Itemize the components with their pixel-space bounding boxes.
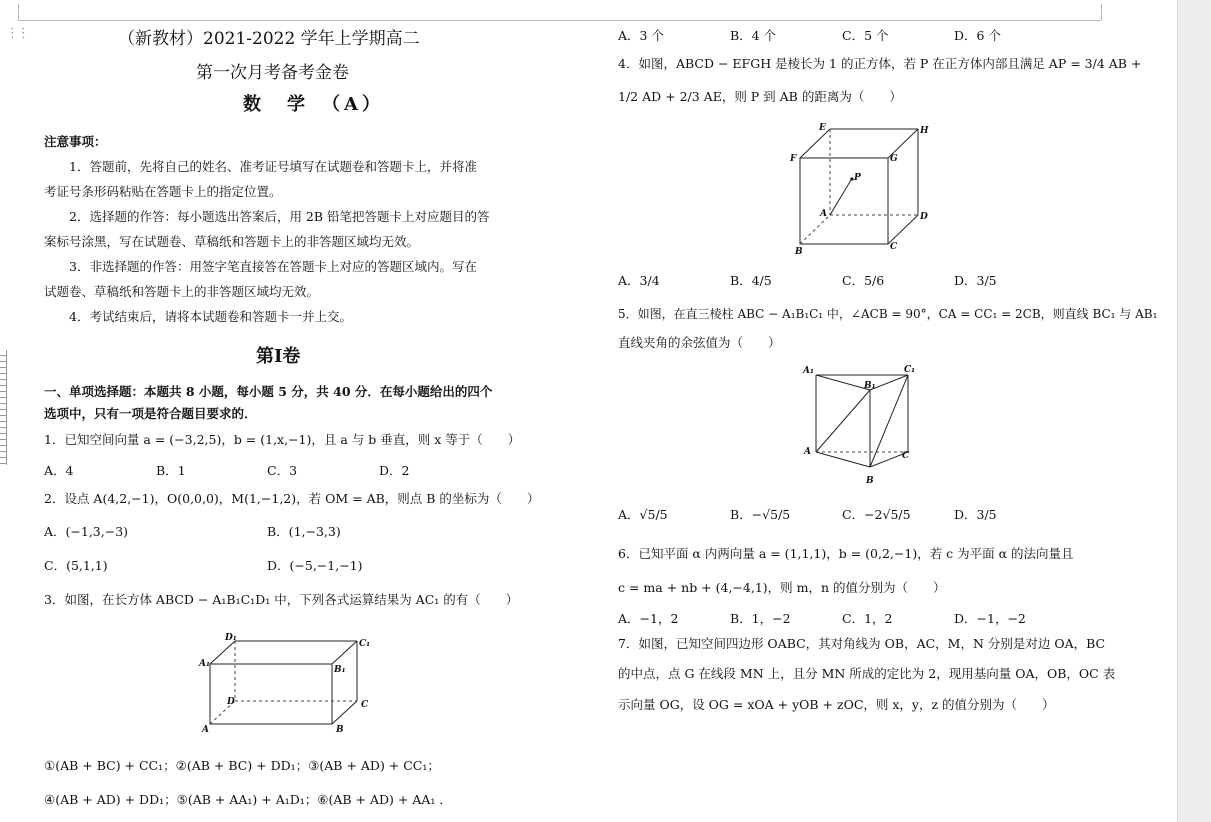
vertical-ruler <box>0 350 7 465</box>
drag-handle-icon[interactable]: ⋮⋮ <box>6 26 28 41</box>
q6-stem-2: c = ma + nb + (4,−4,1)，则 m，n 的值分别为（ ） <box>618 580 946 595</box>
q6-option-c: C．1，2 <box>842 611 893 626</box>
edge-a1-b1 <box>816 375 870 390</box>
edge-b-c <box>332 701 357 724</box>
q4-label-a: A <box>820 209 827 219</box>
q3-label-c: C <box>361 700 369 710</box>
segment-a-b1 <box>816 390 870 452</box>
q6-stem-1: 6．已知平面 α 内两向量 a = (1,1,1)，b = (0,2,−1)，若 c 为平面 α 的法向量且 <box>618 546 1074 561</box>
q3-stem: 3．如图，在长方体 ABCD − A₁B₁C₁D₁ 中，下列各式运算结果为 AC₁ 的有（ ） <box>44 592 519 607</box>
q1-option-d: D．2 <box>379 463 410 478</box>
scrollbar-track[interactable] <box>1177 0 1211 822</box>
q7-line-2: 的中点，点 G 在线段 MN 上，且分 MN 所成的定比为 2，现用基向量 OA，OB，OC 表 <box>618 666 1116 681</box>
q5-stem-1: 5．如图，在直三棱柱 ABC − A₁B₁C₁ 中，∠ACB = 90°，CA = CC₁ = 2CB，则直线 BC₁ 与 AB₁ <box>618 307 1158 321</box>
q4-cube-figure <box>785 120 935 260</box>
q1-stem: 1．已知空间向量 a = (−3,2,5)，b = (1,x,−1)，且 a 与 b 垂直，则 x 等于（ ） <box>44 432 521 447</box>
q6-option-a: A．−1，2 <box>618 611 679 626</box>
q3-label-c1: C₁ <box>359 639 371 649</box>
q3-expressions-1: ①(AB + BC) + CC₁；②(AB + BC) + DD₁；③(AB + AD) + CC₁； <box>44 758 440 773</box>
q4-term-1: 3/4 AB + <box>1084 56 1142 71</box>
doc-title-line2: 第一次月考备考金卷 <box>196 63 349 83</box>
q5-option-d: D．3/5 <box>954 507 997 522</box>
q2-option-b: B．(1,−3,3) <box>267 524 341 539</box>
q4-stem-2 <box>618 89 902 105</box>
notice-2b: 案标号涂黑，写在试题卷、草稿纸和答题卡上的非答题区域均无效。 <box>44 234 420 249</box>
q4-option-c: C．5/6 <box>842 273 885 288</box>
q5-option-b: B．−√5/5 <box>730 507 791 522</box>
corner-mark-right <box>1101 4 1102 20</box>
q4-stem-1 <box>618 56 1141 72</box>
q5-label-a: A <box>804 447 811 457</box>
q6-option-b: B．1，−2 <box>730 611 791 626</box>
q5-label-c: C <box>902 451 910 461</box>
edge-a1-d1 <box>210 641 235 664</box>
doc-title-line1: （新教材）2021-2022 学年上学期高二 <box>118 29 420 49</box>
q1-option-b: B．1 <box>156 463 186 478</box>
q3-option-c: C．5 个 <box>842 28 889 43</box>
section-desc-1: 一、单项选择题：本题共 8 小题，每小题 5 分，共 40 分．在每小题给出的四个 <box>44 384 493 399</box>
section-title: 第Ⅰ卷 <box>256 346 301 367</box>
corner-mark-left <box>18 4 19 20</box>
q4-option-a: A．3/4 <box>618 273 660 288</box>
q1-option-a: A．4 <box>44 463 74 478</box>
edge-b1-c1 <box>332 641 357 664</box>
q5-option-c: C．−2√5/5 <box>842 507 911 522</box>
q4-label-b: B <box>795 247 803 257</box>
q4-label-p: P <box>854 173 861 183</box>
q3-label-a1: A₁ <box>199 659 210 669</box>
q2-option-d: D．(−5,−1,−1) <box>267 558 363 573</box>
q5-option-a: A．√5/5 <box>618 507 668 522</box>
q4-label-d: D <box>920 212 928 222</box>
notice-1a: 1．答题前，先将自己的姓名、准考证号填写在试题卷和答题卡上，并将准 <box>44 159 477 174</box>
notice-heading: 注意事项： <box>44 134 107 149</box>
q5-label-c1: C₁ <box>904 365 916 375</box>
q3-label-b: B <box>336 725 344 735</box>
q2-option-a: A．(−1,3,−3) <box>44 524 129 539</box>
q4-label-f: F <box>790 154 797 164</box>
notice-2a: 2．选择题的作答：每小题选出答案后，用 2B 铅笔把答题卡上对应题目的答 <box>44 209 490 224</box>
q4-term-3: 2/3 AE <box>679 89 722 104</box>
q4-label-e: E <box>819 123 826 133</box>
q4-stem-2-text: ，则 P 到 AB 的距离为（ ） <box>721 89 902 104</box>
q7-line-3: 示向量 OG，设 OG = xOA + yOB + zOC，则 x，y，z 的值分别为（ ） <box>618 697 1055 712</box>
q4-label-g: G <box>890 154 898 164</box>
q4-label-c: C <box>890 242 898 252</box>
notice-4: 4．考试结束后，请将本试题卷和答题卡一并上交。 <box>44 309 352 324</box>
segment-a-p <box>830 180 851 215</box>
q5-label-a1: A₁ <box>803 366 814 376</box>
q5-stem-2: 直线夹角的余弦值为（ ） <box>618 335 781 350</box>
q4-term-2: 1/2 AD + <box>618 89 676 104</box>
page-top-border <box>18 20 1101 21</box>
q3-option-d: D．6 个 <box>954 28 1001 43</box>
q3-label-b1: B₁ <box>334 665 346 675</box>
q3-option-b: B．4 个 <box>730 28 777 43</box>
q3-expressions-2: ④(AB + AD) + DD₁；⑤(AB + AA₁) + A₁D₁；⑥(AB + AD) + AA₁ ． <box>44 792 452 807</box>
notice-3b: 试题卷、草稿纸和答题卡上的非答题区域均无效。 <box>44 284 320 299</box>
q4-label-h: H <box>920 126 929 136</box>
q3-label-a: A <box>202 725 209 735</box>
edge-b-a-hidden <box>800 215 830 244</box>
q4-option-d: D．3/5 <box>954 273 997 288</box>
q2-option-c: C．(5,1,1) <box>44 558 108 573</box>
q4-stem-1-text: 4．如图，ABCD − EFGH 是棱长为 1 的正方体，若 P 在正方体内部且满足 AP = <box>618 56 1085 71</box>
q1-option-c: C．3 <box>267 463 298 478</box>
q3-label-d: D <box>227 697 235 707</box>
notice-3a: 3．非选择题的作答：用签字笔直接答在答题卡上对应的答题区域内。写在 <box>44 259 477 274</box>
notice-1b: 考证号条形码粘贴在答题卡上的指定位置。 <box>44 184 282 199</box>
cuboid-front-face <box>210 664 332 724</box>
q3-cuboid-figure <box>195 628 380 738</box>
q6-option-d: D．−1，−2 <box>954 611 1026 626</box>
q3-label-d1: D₁ <box>225 633 237 643</box>
doc-subject: 数 学 （A） <box>243 94 384 115</box>
q2-stem: 2．设点 A(4,2,−1)，O(0,0,0)，M(1,−1,2)，若 OM = AB，则点 B 的坐标为（ ） <box>44 491 540 506</box>
q5-label-b: B <box>866 476 874 486</box>
section-desc-2: 选项中，只有一项是符合题目要求的． <box>44 406 257 421</box>
edge-c-d <box>888 215 918 244</box>
edge-f-e <box>800 129 830 158</box>
q7-line-1: 7．如图，已知空间四边形 OABC，其对角线为 OB，AC，M，N 分别是对边 OA，BC <box>618 636 1106 651</box>
q5-prism-figure <box>798 360 923 490</box>
q4-option-b: B．4/5 <box>730 273 772 288</box>
edge-a-b <box>816 452 870 467</box>
q3-option-a: A．3 个 <box>618 28 664 43</box>
q5-label-b1: B₁ <box>864 381 876 391</box>
